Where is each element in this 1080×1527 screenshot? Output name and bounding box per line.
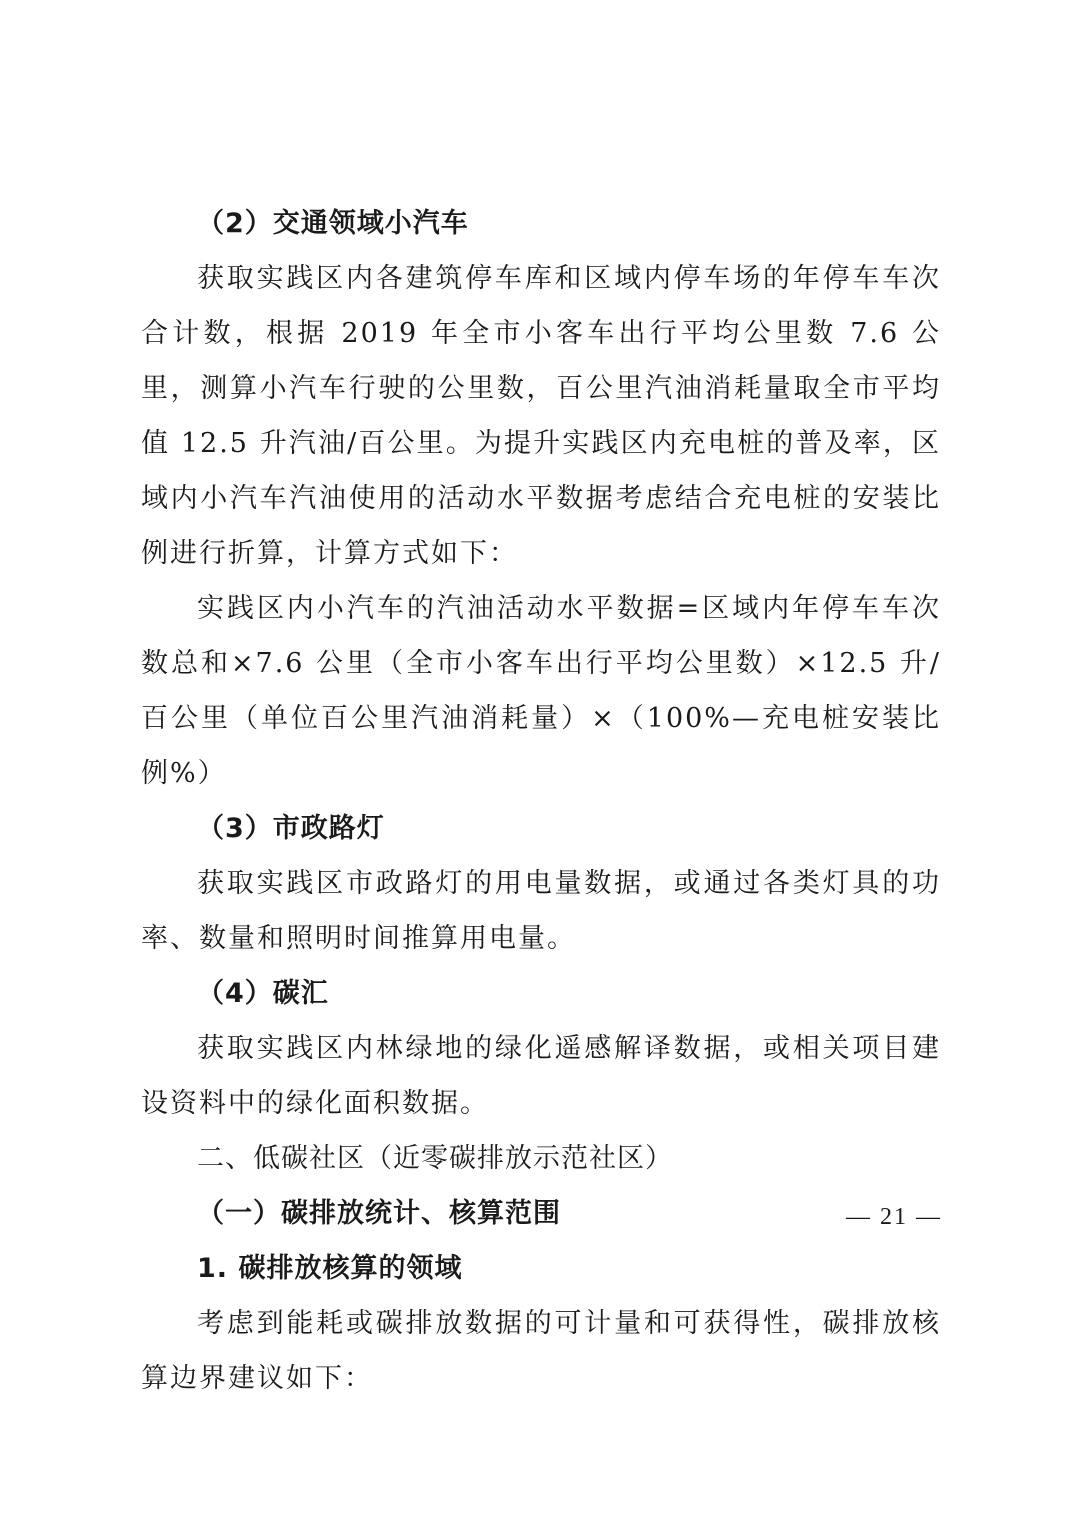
para-street-lights: 获取实践区市政路灯的用电量数据，或通过各类灯具的功率、数量和照明时间推算用电量。 [141,868,941,954]
para-transport-cars-formula: 实践区内小汽车的汽油活动水平数据=区域内年停车车次数总和×7.6 公里（全市小客车出行平均公里数）×12.5 升/百公里（单位百公里汽油消耗量）×（100%—充电桩安装比例%） [141,593,941,789]
heading-transport-cars: （2）交通领域小汽车 [197,208,469,239]
heading-accounting-fields: 1. 碳排放核算的领域 [197,1253,463,1284]
document-body [141,196,941,1406]
heading-street-lights: （3）市政路灯 [197,813,385,844]
para-carbon-sink: 获取实践区内林绿地的绿化遥感解译数据，或相关项目建设资料中的绿化面积数据。 [141,1033,941,1119]
section-low-carbon-community: 二、低碳社区（近零碳排放示范社区） [197,1143,673,1174]
para-accounting-boundary: 考虑到能耗或碳排放数据的可计量和可获得性，碳排放核算边界建议如下： [141,1308,941,1394]
heading-scope: （一）碳排放统计、核算范围 [197,1198,561,1229]
page-number: — 21 — [846,1204,942,1230]
heading-carbon-sink: （4）碳汇 [197,978,329,1009]
para-transport-cars-method: 获取实践区内各建筑停车库和区域内停车场的年停车车次合计数，根据 2019 年全市小客车出行平均公里数 7.6 公里，测算小汽车行驶的公里数，百公里汽油消耗量取全市平均值 12.5 升汽油/百公里。为提升实践区内充电桩的普及率，区域内小汽车汽油使用的活动水平数据考虑结合充电桩的安装比例进行折算，计算方式如下： [141,263,941,569]
